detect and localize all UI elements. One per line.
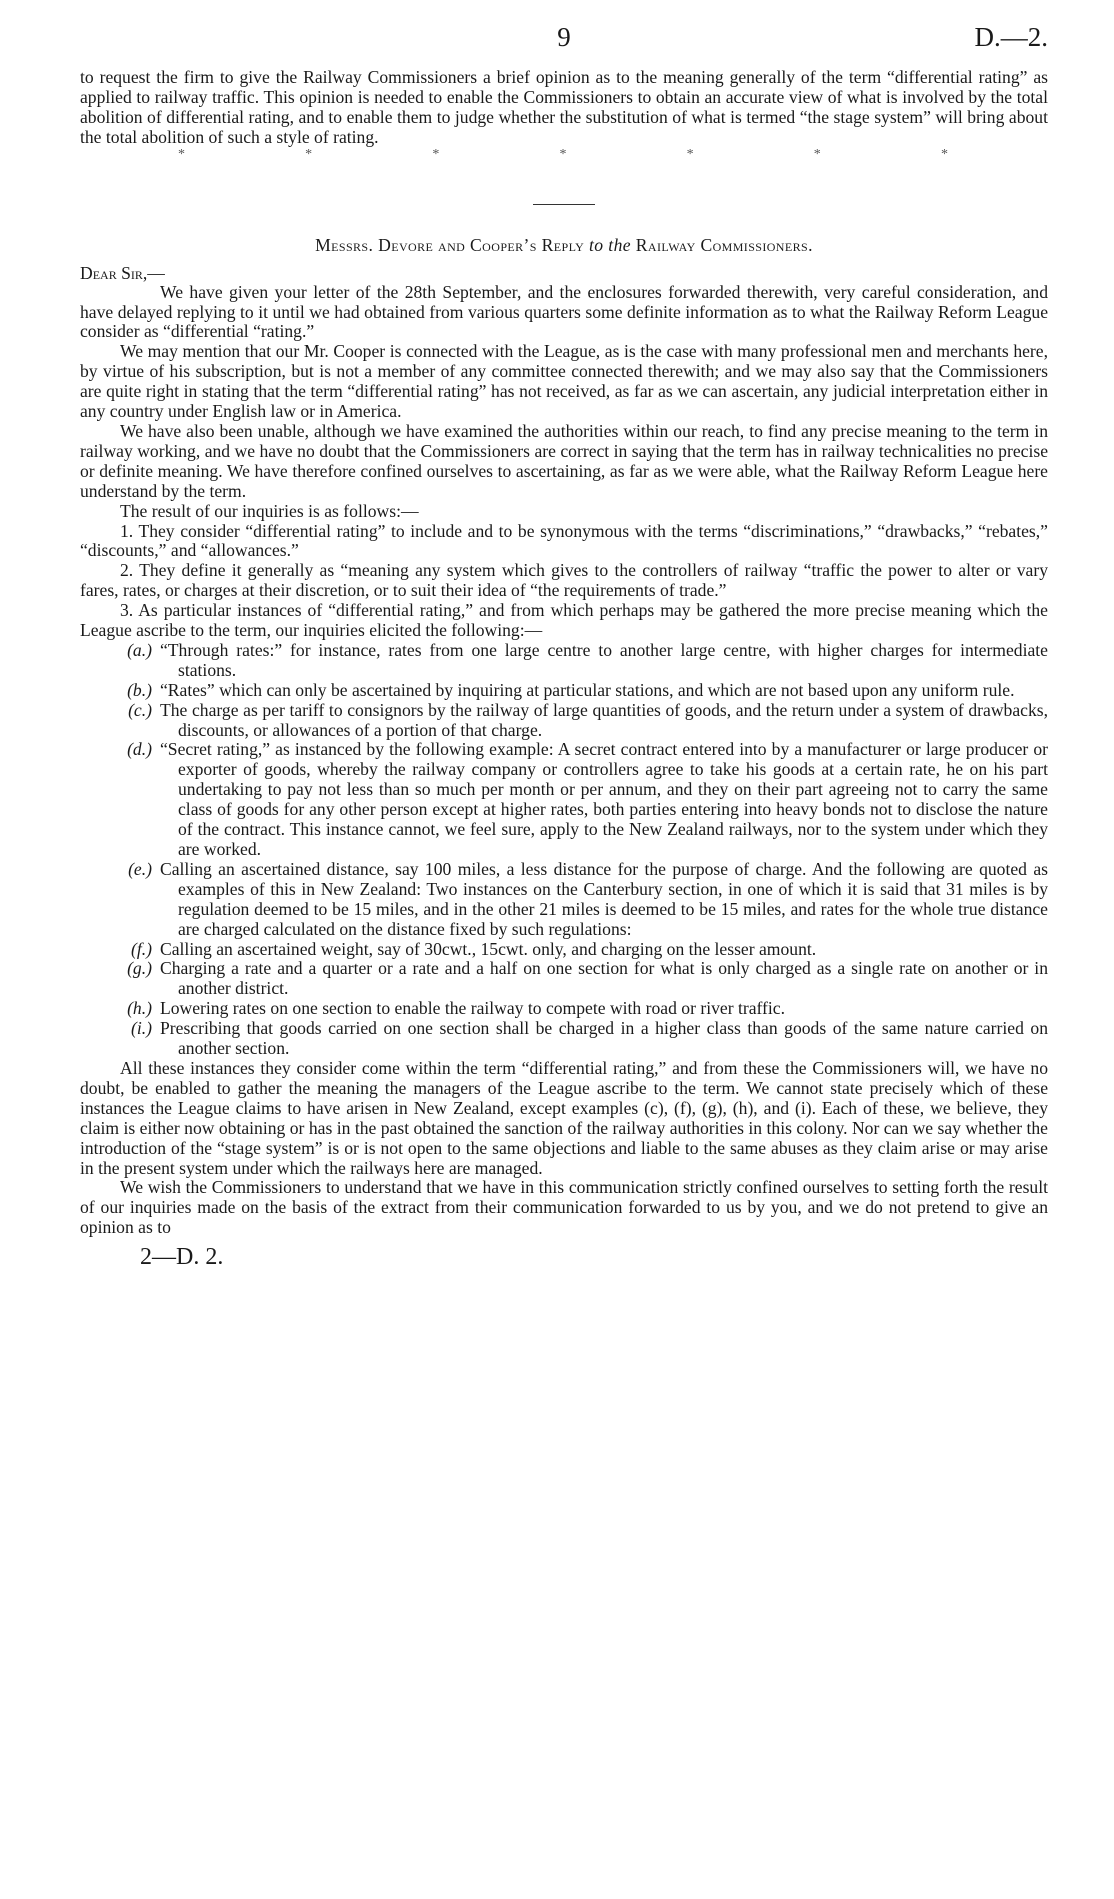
asterisk: * xyxy=(940,146,948,162)
body-paragraph: We have also been unable, although we have examined the authorities within our reach, to find any precise meaning to the term in railway working, and we have no doubt that the Commissioners are correct in saying that the term has in railway technicalities no precise or definite meaning. We have therefore confined ourselves to ascertaining, as far as we were able, what the Railway Reform League here understand by the term. xyxy=(80,420,1048,501)
item-text: “Through rates:” for instance, rates from one large centre to another large centre, with higher charges for intermediate stations. xyxy=(160,639,1048,680)
asterism xyxy=(178,148,948,162)
document-reference: D.—2. xyxy=(974,22,1048,52)
list-item xyxy=(80,641,1048,681)
closing-paragraph: All these instances they consider come within the term “differential rating,” and from these the Commissioners will, we have no doubt, be enabled to gather the meaning the managers of the League ascribe to the term. We cannot state precisely which of these instances the League claims to have arisen in New Zealand, except examples (c), (f), (g), (h), and (i). Each of these, we believe, they claim is either now obtaining or has in the past obtained the sanction of the railway authorities in this colony. Nor can we say whether the introduction of the “stage system” is or is not open to the same objections and liable to the same abuses as they claim arise or may arise in the present system under which the railways here are managed. xyxy=(80,1057,1048,1178)
section-title xyxy=(80,235,1048,255)
numbered-paragraph: 1. They consider “differential rating” to include and to be synonymous with the terms “discriminations,” “drawbacks,” “rebates,” “discounts,” and “allowances.” xyxy=(80,520,1048,561)
item-text: “Secret rating,” as instanced by the following example: A secret contract entered into by a manufacturer or large producer or exporter of goods, whereby the railway company or controllers agree to take his goods at a certain rate, he on his part undertaking to pay not less than so much per month or per annum, and they on their part agreeing not to carry the same class of goods for any other person except at higher rates, both parties entering into heavy bonds not to disclose the nature of the contract. This instance cannot, we feel sure, apply to the New Zealand railways, nor to the system under which they are worked. xyxy=(160,739,1048,859)
list-item xyxy=(80,740,1048,859)
body-paragraph: We have given your letter of the 28th September, and the enclosures forwarded therewith, very careful consideration, and have delayed replying to it until we had obtained from various quarters some definite information as to what the Railway Reform League consider as “differential “rating.” xyxy=(80,281,1048,342)
title-part-2: Cooper’s Reply xyxy=(470,234,585,255)
item-label: (d.) xyxy=(127,739,152,760)
item-label: (b.) xyxy=(127,679,152,700)
item-label: (c.) xyxy=(128,699,152,720)
item-label: (e.) xyxy=(128,858,152,879)
body-paragraph: We may mention that our Mr. Cooper is connected with the League, as is the case with many professional men and merchants here, by virtue of his subscription, but is not a member of any committee connected therewith; and we may also say that the Commissioners are quite right in stating that the term “differential rating” has not received, as far as we can ascertain, any judicial interpretation either in any country under English law or in America. xyxy=(80,341,1048,422)
list-item xyxy=(80,701,1048,741)
asterisk: * xyxy=(559,146,567,162)
numbered-paragraph: 2. They define it generally as “meaning any system which gives to the controllers of railway “traffic the power to alter or vary fares, rates, or charges at their discretion, or to suit their idea of “the requirements of trade.” xyxy=(80,560,1048,601)
asterisk: * xyxy=(178,146,185,162)
item-text: “Rates” which can only be ascertained by inquiring at particular stations, and which are not based upon any uniform rule. xyxy=(160,679,1015,700)
title-part-3: Railway Commissioners. xyxy=(635,234,813,255)
closing-paragraph: We wish the Commissioners to understand that we have in this communication strictly confined ourselves to setting forth the result of our inquiries made on the basis of the extract from their communication forwarded to us by you, and we do not pretend to give an opinion as to xyxy=(80,1177,1048,1238)
asterisk: * xyxy=(432,146,440,162)
document-page xyxy=(80,22,1048,1271)
item-text: The charge as per tariff to consignors by the railway of large quantities of goods, and the return under a system of drawbacks, discounts, or allowances of a portion of that charge. xyxy=(160,699,1048,740)
list-item xyxy=(80,940,1048,960)
item-text: Lowering rates on one section to enable the railway to compete with road or river traffic. xyxy=(160,998,785,1019)
list-item xyxy=(80,1019,1048,1059)
title-and: and xyxy=(438,234,466,255)
instance-list xyxy=(80,641,1048,1059)
signature-reference: 2—D. 2. xyxy=(140,1244,224,1271)
list-item xyxy=(80,860,1048,940)
item-text: Charging a rate and a quarter or a rate and a half on one section for what is only charged as a single rate on another or in another district. xyxy=(160,958,1048,999)
page-header xyxy=(80,22,1048,68)
numbered-paragraph: 3. As particular instances of “differential rating,” and from which perhaps may be gathered the more precise meaning which the League ascribe to the term, our inquiries elicited the following:— xyxy=(80,600,1048,641)
item-text: Calling an ascertained weight, say of 30cwt., 15cwt. only, and charging on the lesser amount. xyxy=(160,938,817,959)
item-label: (f.) xyxy=(130,938,152,959)
item-label: (h.) xyxy=(127,998,152,1019)
section-divider xyxy=(533,204,595,205)
asterisk: * xyxy=(813,146,821,162)
page-number: 9 xyxy=(557,22,571,52)
item-text: Calling an ascertained distance, say 100 miles, a less distance for the purpose of charge. And the following are quoted as examples of this in New Zealand: Two instances on the Canterbury section, in one of which it is said that 31 miles is by regulation deemed to be 15 miles, and in the other 21 miles is deemed to be 15 miles, and rates for the whole true distance are charged calculated on the distance fixed by such regulations: xyxy=(160,858,1048,939)
title-part-1: Messrs. Devore xyxy=(315,234,434,255)
body-paragraph: The result of our inquiries is as follows:— xyxy=(120,500,419,521)
list-item xyxy=(80,999,1048,1019)
asterisk: * xyxy=(305,146,313,162)
item-label: (g.) xyxy=(127,958,152,979)
list-item xyxy=(80,959,1048,999)
intro-paragraph: to request the firm to give the Railway Commissioners a brief opinion as to the meaning generally of the term “differential rating” as applied to railway traffic. This opinion is needed to enable the Commissioners to obtain an accurate view of what is involved by the total abolition of differential rating, and to enable them to judge whether the substitution of what is termed “the stage system” will bring about the total abolition of such a style of rating. xyxy=(80,67,1048,147)
salutation: Dear Sir,— xyxy=(80,262,165,283)
item-label: (a.) xyxy=(127,639,152,660)
item-label: (i.) xyxy=(130,1018,152,1039)
item-text: Prescribing that goods carried on one section shall be charged in a higher class than goods of the same nature carried on another section. xyxy=(160,1018,1048,1059)
asterisk: * xyxy=(686,146,694,162)
title-to: to the xyxy=(589,234,631,255)
list-item xyxy=(80,681,1048,701)
